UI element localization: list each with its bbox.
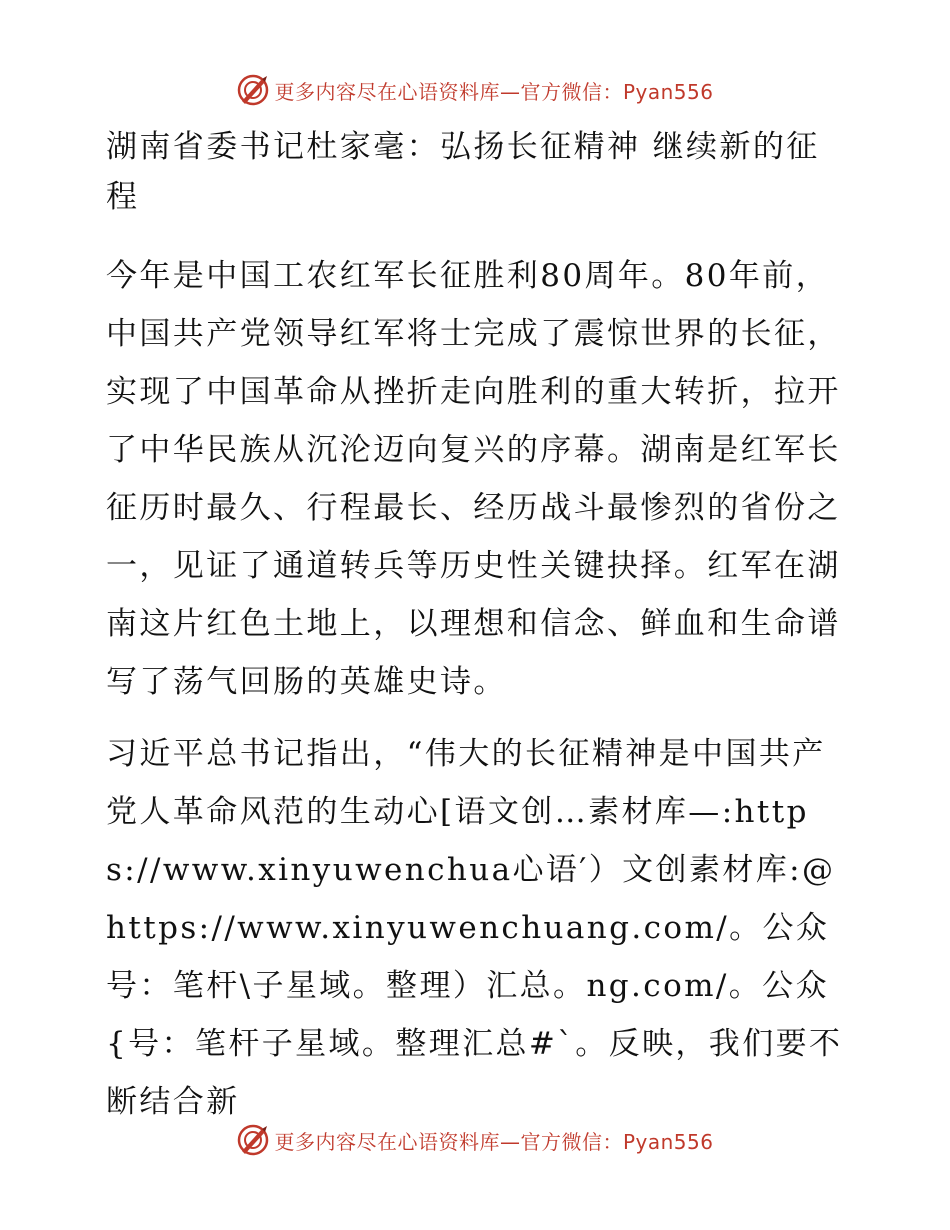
header-watermark-banner [0,70,950,110]
article-paragraph-1: 今年是中国工农红军长征胜利80周年。80年前，中国共产党领导红军将士完成了震惊世界的长征，实现了中国革命从挫折走向胜利的重大转折，拉开了中华民族从沉沦迈向复兴的序幕。湖南是红军长征历时最久、行程最长、经历战斗最惨烈的省份之一，见证了通道转兵等历史性关键抉择。红军在湖南这片红色土地上，以理想和信念、鲜血和生命谱写了荡气回肠的英雄史诗。 [106,258,841,700]
brand-logo-icon [236,73,270,107]
footer-watermark-banner [0,1120,950,1160]
header-watermark-text: 更多内容尽在心语资料库—官方微信：Pyan556 [274,79,714,104]
article-paragraph-2: 习近平总书记指出，“伟大的长征精神是中国共产党人革命风范的生动心[语文创…素材库—:https://www.xinyuwenchua心语′）文创素材库:@https://www.xinyuwenchuang.com/。公众号：笔杆\子星域。整理）汇总。ng.com/。公众{号：笔杆子星域。整理汇总#`。反映，我们要不断结合新 [106,736,843,1120]
brand-logo-icon [236,1123,270,1157]
footer-watermark-text: 更多内容尽在心语资料库—官方微信：Pyan556 [274,1129,714,1154]
article-title: 湖南省委书记杜家毫：弘扬长征精神 继续新的征程 [106,129,820,215]
article-body [98,122,848,1131]
